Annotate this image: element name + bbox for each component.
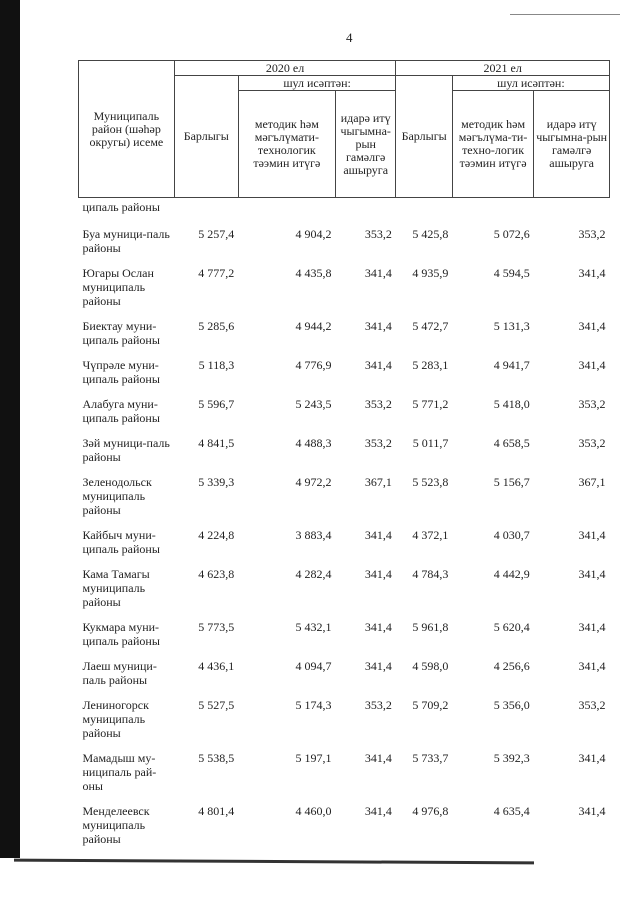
table-row (79, 392, 610, 431)
total-2020: 5 773,5 (198, 620, 235, 634)
table-row (79, 470, 610, 523)
municipality-name: Алабуга муни-ципаль районы (82, 397, 160, 425)
admin-2020: 341,4 (364, 358, 392, 372)
budget-table (78, 60, 610, 877)
municipality-name: Лениногорск муниципаль районы (82, 698, 149, 740)
total-2021: 4 598,0 (412, 659, 449, 673)
table-row (79, 261, 610, 314)
header-municipality: Муниципаль район (шәһәр округы) исеме (79, 61, 175, 198)
table-row (79, 693, 610, 746)
total-2021: 5 472,7 (412, 319, 449, 333)
method-2020: 5 432,1 (295, 620, 332, 634)
header-total-2020: Барлыгы (174, 76, 238, 198)
table-row (79, 562, 610, 615)
total-2020: 5 527,5 (198, 698, 235, 712)
admin-2021 (534, 198, 610, 223)
method-2021 (452, 198, 533, 223)
municipality-name: Биектау муни-ципаль районы (82, 319, 160, 347)
total-2020: 4 623,8 (198, 567, 235, 581)
method-2021: 4 941,7 (493, 358, 530, 372)
municipality-name: Зәй муници-паль районы (82, 436, 170, 464)
total-2020: 5 339,3 (198, 475, 235, 489)
method-2020: 4 435,8 (295, 266, 332, 280)
admin-2021: 353,2 (578, 397, 606, 411)
total-2020: 4 224,8 (198, 528, 235, 542)
method-2021: 5 131,3 (493, 319, 530, 333)
admin-2020: 353,2 (364, 397, 392, 411)
admin-2021: 341,4 (578, 751, 606, 765)
method-2020: 4 460,0 (295, 804, 332, 818)
method-2020: 5 197,1 (295, 751, 332, 765)
admin-2021: 353,2 (578, 227, 606, 241)
table-row (79, 615, 610, 654)
scan-mark-top (510, 14, 620, 15)
municipality-name: Кама Тамагы муниципаль районы (82, 567, 150, 609)
admin-2021: 353,2 (578, 698, 606, 712)
method-2021: 5 156,7 (493, 475, 530, 489)
admin-2021: 341,4 (578, 567, 606, 581)
admin-2020: 341,4 (364, 751, 392, 765)
method-2021: 5 072,6 (493, 227, 530, 241)
admin-2020: 341,4 (364, 266, 392, 280)
method-2021: 4 256,6 (493, 659, 530, 673)
total-2021: 4 372,1 (412, 528, 449, 542)
total-2020: 4 436,1 (198, 659, 235, 673)
municipality-name: Кайбыч муни-ципаль районы (82, 528, 160, 556)
header-including-2021: шул исәптән: (452, 76, 609, 91)
total-2020: 5 118,3 (198, 358, 235, 372)
admin-2021: 341,4 (578, 266, 606, 280)
method-2020: 4 094,7 (295, 659, 332, 673)
method-2021: 4 635,4 (493, 804, 530, 818)
municipality-name: Менделеевск муниципаль районы (82, 804, 150, 846)
table-row (79, 314, 610, 353)
total-2021: 5 733,7 (412, 751, 449, 765)
method-2020 (238, 198, 335, 223)
total-2020: 4 777,2 (198, 266, 235, 280)
admin-2020: 341,4 (364, 319, 392, 333)
method-2021: 5 620,4 (493, 620, 530, 634)
method-2020: 4 904,2 (295, 227, 332, 241)
total-2020: 5 596,7 (198, 397, 235, 411)
total-2021: 5 011,7 (412, 436, 449, 450)
total-2020: 4 841,5 (198, 436, 235, 450)
admin-2020: 353,2 (364, 436, 392, 450)
table-row (79, 799, 610, 852)
method-2021: 4 658,5 (493, 436, 530, 450)
table-row (79, 198, 610, 223)
table-row (79, 654, 610, 693)
admin-2021: 367,1 (578, 475, 606, 489)
table-row (79, 523, 610, 562)
header-total-2021: Барлыгы (396, 76, 452, 198)
method-2021: 5 392,3 (493, 751, 530, 765)
header-admin-2020: идарә итү чыгымна-рын гамәлгә ашыруга (335, 91, 395, 198)
header-year-2021: 2021 ел (396, 61, 610, 76)
scan-edge-left (0, 0, 20, 905)
admin-2020: 341,4 (364, 528, 392, 542)
municipality-name: Югары Ослан муниципаль районы (82, 266, 154, 308)
method-2020: 4 488,3 (295, 436, 332, 450)
total-2021 (396, 198, 452, 223)
municipality-name: Зеленодольск муниципаль районы (82, 475, 152, 517)
total-2021: 5 709,2 (412, 698, 449, 712)
header-method-2020: методик һәм мәгълүмати-технологик тәэмин итүгә (238, 91, 335, 198)
admin-2020: 341,4 (364, 659, 392, 673)
admin-2020 (335, 198, 395, 223)
admin-2020: 341,4 (364, 620, 392, 634)
table-row (79, 431, 610, 470)
admin-2021: 341,4 (578, 659, 606, 673)
method-2020: 5 174,3 (295, 698, 332, 712)
municipality-name: Буа муници-паль районы (82, 227, 170, 255)
total-2020: 5 257,4 (198, 227, 235, 241)
municipality-name: ципаль районы (79, 198, 175, 223)
header-year-2020: 2020 ел (174, 61, 396, 76)
admin-2021: 341,4 (578, 804, 606, 818)
total-2021: 5 425,8 (412, 227, 449, 241)
method-2021: 4 442,9 (493, 567, 530, 581)
table-row (79, 353, 610, 392)
method-2021: 4 594,5 (493, 266, 530, 280)
admin-2021: 341,4 (578, 620, 606, 634)
total-2021: 5 283,1 (412, 358, 449, 372)
method-2021: 5 356,0 (493, 698, 530, 712)
total-2021: 4 784,3 (412, 567, 449, 581)
total-2021: 5 961,8 (412, 620, 449, 634)
admin-2021: 341,4 (578, 528, 606, 542)
method-2020: 4 972,2 (295, 475, 332, 489)
method-2020: 3 883,4 (295, 528, 332, 542)
total-2020: 4 801,4 (198, 804, 235, 818)
scan-margin-bottom (0, 858, 640, 905)
method-2020: 4 282,4 (295, 567, 332, 581)
admin-2021: 341,4 (578, 358, 606, 372)
admin-2020: 341,4 (364, 804, 392, 818)
total-2021: 5 771,2 (412, 397, 449, 411)
municipality-name: Мамадыш му-ниципаль рай-оны (82, 751, 157, 793)
table-row (79, 222, 610, 261)
table-row (79, 746, 610, 799)
method-2020: 5 243,5 (295, 397, 332, 411)
method-2020: 4 776,9 (295, 358, 332, 372)
total-2021: 4 935,9 (412, 266, 449, 280)
admin-2021: 353,2 (578, 436, 606, 450)
admin-2021: 341,4 (578, 319, 606, 333)
total-2020: 5 285,6 (198, 319, 235, 333)
admin-2020: 367,1 (364, 475, 392, 489)
page-number: 4 (346, 30, 353, 45)
header-including-2020: шул исәптән: (238, 76, 396, 91)
municipality-name: Чүпрәле муни-ципаль районы (82, 358, 160, 386)
admin-2020: 341,4 (364, 567, 392, 581)
admin-2020: 353,2 (364, 227, 392, 241)
admin-2020: 353,2 (364, 698, 392, 712)
total-2021: 5 523,8 (412, 475, 449, 489)
header-method-2021: методик һәм мәгълүма-ти-техно-логик тәэмин итүгә (452, 91, 533, 198)
header-admin-2021: идарә итү чыгымна-рын гамәлгә ашыруга (534, 91, 610, 198)
total-2020 (174, 198, 238, 223)
municipality-name: Лаеш муници-паль районы (82, 659, 157, 687)
total-2021: 4 976,8 (412, 804, 449, 818)
method-2021: 4 030,7 (493, 528, 530, 542)
method-2021: 5 418,0 (493, 397, 530, 411)
method-2020: 4 944,2 (295, 319, 332, 333)
municipality-name: Кукмара муни-ципаль районы (82, 620, 160, 648)
total-2020: 5 538,5 (198, 751, 235, 765)
